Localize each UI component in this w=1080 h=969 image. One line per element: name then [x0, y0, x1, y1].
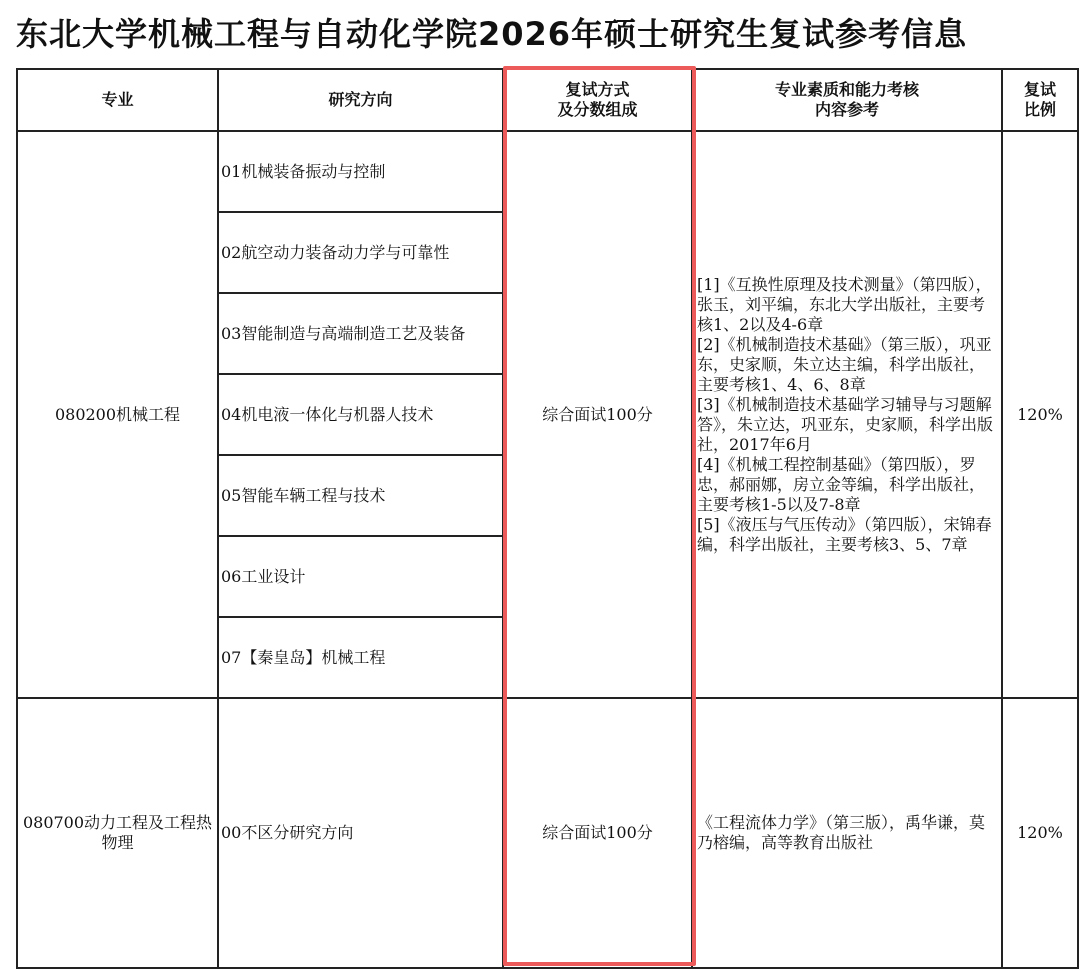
table-header-row	[17, 69, 1078, 131]
direction-cell: 04机电液一体化与机器人技术	[218, 374, 503, 455]
reference-item: [5]《液压与气压传动》（第四版），宋锦春编，科学出版社，主要考核3、5、7章	[697, 514, 992, 554]
reference-item: [4]《机械工程控制基础》（第四版），罗忠，郝丽娜，房立金等编，科学出版社，主要考核1-5以及7-8章	[697, 454, 986, 514]
method-cell: 综合面试100分	[503, 131, 692, 698]
header-ratio: 复试 比例	[1002, 69, 1078, 131]
direction-cell: 03智能制造与高端制造工艺及装备	[218, 293, 503, 374]
ratio-cell: 120%	[1002, 131, 1078, 698]
direction-cell: 00不区分研究方向	[218, 698, 503, 968]
header-method: 复试方式 及分数组成	[503, 69, 692, 131]
direction-cell: 06工业设计	[218, 536, 503, 617]
header-ability: 专业素质和能力考核 内容参考	[692, 69, 1002, 131]
ratio-cell: 120%	[1002, 698, 1078, 968]
admission-table	[16, 68, 1079, 969]
page-title: 东北大学机械工程与自动化学院2026年硕士研究生复试参考信息	[16, 15, 968, 53]
reference-cell	[692, 698, 1002, 968]
method-cell: 综合面试100分	[503, 698, 692, 968]
reference-item: [3]《机械制造技术基础学习辅导与习题解答》，朱立达，巩亚东，史家顺，科学出版社，2017年6月	[697, 394, 994, 454]
table-row	[17, 131, 1078, 212]
header-major: 专业	[17, 69, 218, 131]
header-direction: 研究方向	[218, 69, 503, 131]
direction-cell: 05智能车辆工程与技术	[218, 455, 503, 536]
direction-cell: 01机械装备振动与控制	[218, 131, 503, 212]
reference-item: [2]《机械制造技术基础》（第三版），巩亚东，史家顺，朱立达主编，科学出版社，主要考核1、4、6、8章	[697, 334, 992, 394]
reference-item: [1]《互换性原理及技术测量》（第四版），张玉，刘平编，东北大学出版社，主要考核1、2以及4-6章	[697, 274, 992, 334]
direction-cell: 07【秦皇岛】机械工程	[218, 617, 503, 698]
reference-item: 《工程流体力学》（第三版），禹华谦，莫乃榕编，高等教育出版社	[697, 813, 986, 852]
table-row	[17, 698, 1078, 968]
major-cell: 080200机械工程	[17, 131, 218, 698]
major-cell: 080700动力工程及工程热物理	[17, 698, 218, 968]
reference-cell	[692, 131, 1002, 698]
direction-cell: 02航空动力装备动力学与可靠性	[218, 212, 503, 293]
